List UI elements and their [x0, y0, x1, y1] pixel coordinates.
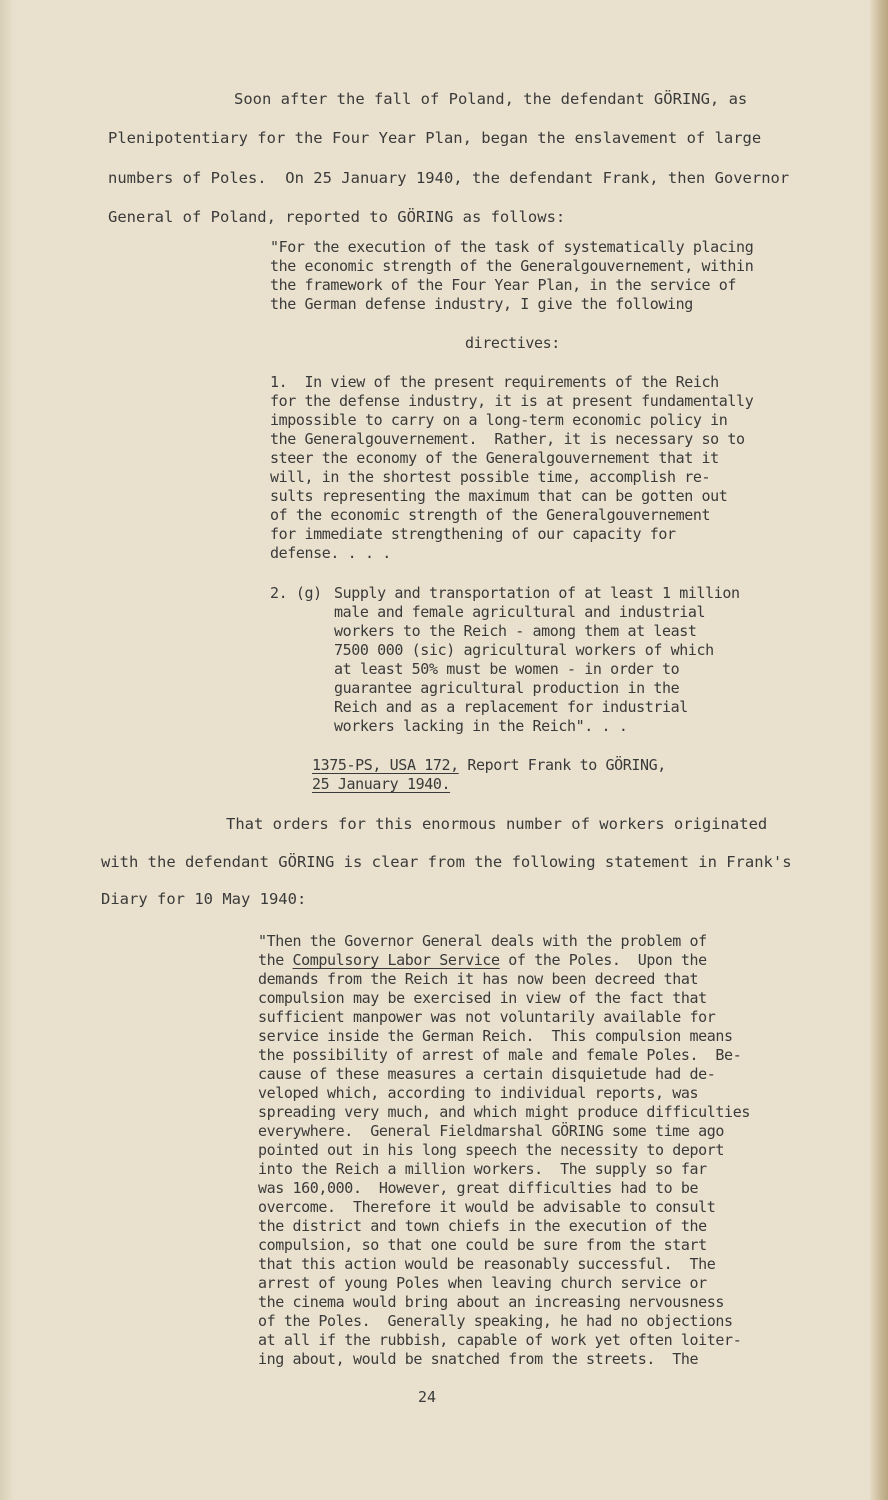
quote2-text: the — [258, 951, 293, 969]
quote2-line: the possibility of arrest of male and female Poles. Be- — [258, 1046, 742, 1064]
quote2-line: pointed out in his long speech the necessity to deport — [258, 1141, 725, 1159]
intro-line: numbers of Poles. On 25 January 1940, the defendant Frank, then Governor — [108, 169, 790, 187]
para2-line: That orders for this enormous number of workers originated — [226, 815, 768, 833]
quote2-text: of the Poles. Upon the — [499, 951, 707, 969]
quote2-line: the district and town chiefs in the execution of the — [258, 1217, 707, 1235]
quote1-line: the German defense industry, I give the following — [270, 295, 693, 313]
quote2-line: everywhere. General Fieldmarshal GÖRING some time ago — [258, 1122, 725, 1140]
intro-line: General of Poland, reported to GÖRING as follows: — [108, 208, 566, 226]
quote2-line: overcome. Therefore it would be advisable to consult — [258, 1198, 716, 1216]
page-right-edge — [870, 0, 888, 1500]
item2-line: male and female agricultural and industrial — [334, 603, 706, 621]
item1-line: of the economic strength of the Generalgouvernement — [270, 506, 711, 524]
quote2-line — [258, 951, 707, 970]
item1-line: sults representing the maximum that can be gotten out — [270, 487, 728, 505]
quote2-line: that this action would be reasonably successful. The — [258, 1255, 716, 1273]
quote2-line: compulsion may be exercised in view of the fact that — [258, 989, 707, 1007]
item1-line: 1. In view of the present requirements of the Reich — [270, 373, 719, 391]
quote1-line: "For the execution of the task of systematically placing — [270, 238, 754, 256]
quote2-line: into the Reich a million workers. The supply so far — [258, 1160, 707, 1178]
item1-line: will, in the shortest possible time, accomplish re- — [270, 468, 711, 486]
quote2-line: of the Poles. Generally speaking, he had no objections — [258, 1312, 733, 1330]
quote2-line: compulsion, so that one could be sure from the start — [258, 1236, 707, 1254]
quote1-line: the economic strength of the Generalgouvernement, within — [270, 257, 754, 275]
quote2-line: veloped which, according to individual reports, was — [258, 1084, 699, 1102]
para2-line: Diary for 10 May 1940: — [101, 890, 307, 908]
item2-line: workers to the Reich - among them at least — [334, 622, 697, 640]
item2-line: Supply and transportation of at least 1 million — [334, 584, 740, 602]
item2-line: workers lacking in the Reich". . . — [334, 717, 628, 735]
item2-line: at least 50% must be women - in order to — [334, 660, 680, 678]
quote2-line: cause of these measures a certain disquietude had de- — [258, 1065, 716, 1083]
item1-line: for the defense industry, it is at present fundamentally — [270, 392, 754, 410]
item1-line: impossible to carry on a long-term economic policy in — [270, 411, 728, 429]
item2-line: guarantee agricultural production in the — [334, 679, 680, 697]
quote2-line: spreading very much, and which might produce difficulties — [258, 1103, 750, 1121]
directives-heading: directives: — [465, 334, 560, 352]
item1-line: defense. . . . — [270, 544, 391, 562]
page-left-edge — [0, 0, 14, 1500]
item2-line: Reich and as a replacement for industrial — [334, 698, 688, 716]
item2-line: 7500 000 (sic) agricultural workers of which — [334, 641, 714, 659]
compulsory-labor-service: Compulsory Labor Service — [292, 951, 500, 969]
citation1-line1 — [312, 756, 666, 775]
page-number: 24 — [418, 1388, 437, 1406]
citation1-reference: 1375-PS, USA 172, — [312, 756, 459, 774]
quote2-line: sufficient manpower was not voluntarily available for — [258, 1008, 716, 1026]
para2-line: with the defendant GÖRING is clear from the following statement in Frank's — [101, 853, 792, 871]
intro-line: Plenipotentiary for the Four Year Plan, began the enslavement of large — [108, 129, 762, 147]
item1-line: steer the economy of the Generalgouvernement that it — [270, 449, 719, 467]
quote2-line: service inside the German Reich. This compulsion means — [258, 1027, 733, 1045]
intro-line: Soon after the fall of Poland, the defendant GÖRING, as — [234, 90, 748, 108]
quote2-line: the cinema would bring about an increasing nervousness — [258, 1293, 725, 1311]
quote2-line: was 160,000. However, great difficulties had to be — [258, 1179, 699, 1197]
quote2-line: ing about, would be snatched from the streets. The — [258, 1350, 699, 1368]
item1-line: for immediate strengthening of our capacity for — [270, 525, 676, 543]
citation1-description: Report Frank to GÖRING, — [458, 756, 666, 774]
quote2-line: at all if the rubbish, capable of work yet often loiter- — [258, 1331, 742, 1349]
quote2-line: demands from the Reich it has now been decreed that — [258, 970, 699, 988]
quote2-line: "Then the Governor General deals with the problem of — [258, 932, 707, 950]
quote1-line: the framework of the Four Year Plan, in the service of — [270, 276, 737, 294]
item2-label: 2. (g) — [270, 584, 322, 602]
quote2-line: arrest of young Poles when leaving church service or — [258, 1274, 707, 1292]
item1-line: the Generalgouvernement. Rather, it is necessary so to — [270, 430, 745, 448]
citation1-line2: 25 January 1940. — [312, 775, 451, 793]
